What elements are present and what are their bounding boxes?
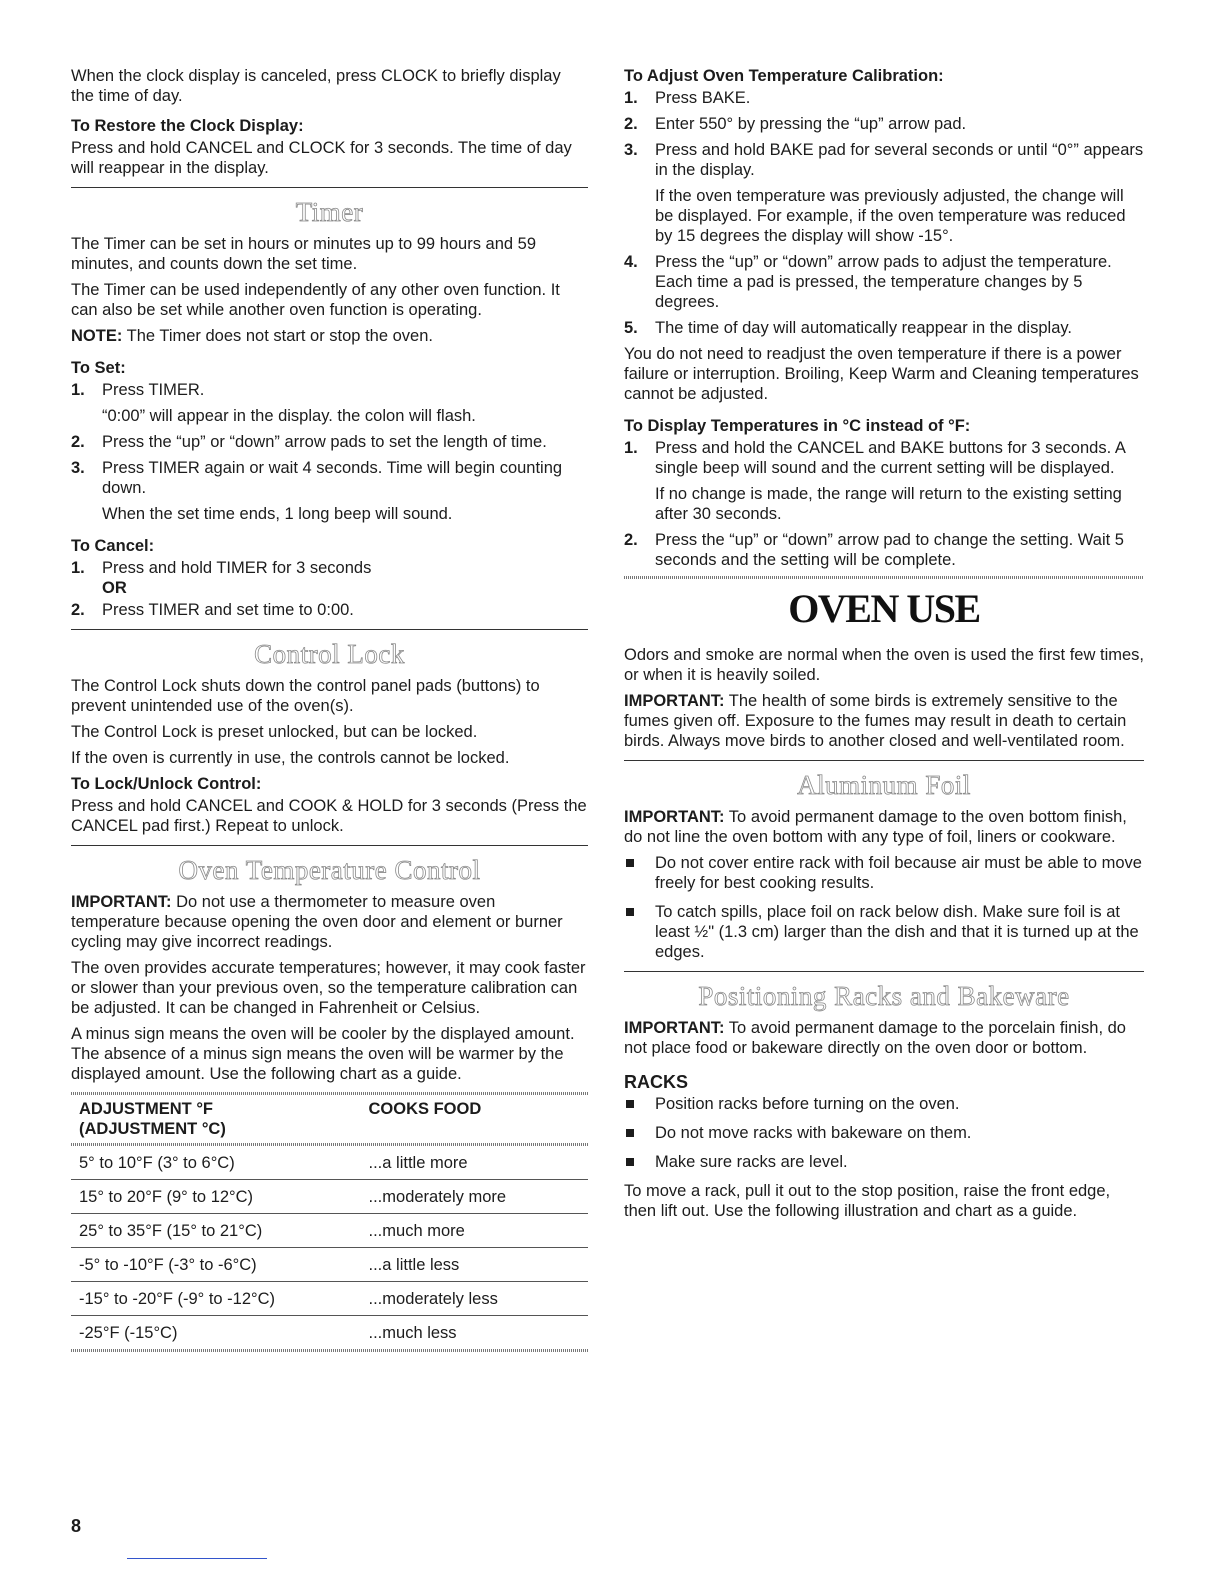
list-item (624, 1094, 1144, 1114)
control-lock-p3: If the oven is currently in use, the controls cannot be locked. (71, 749, 510, 767)
list-item (71, 432, 588, 452)
step-text: Press the “up” or “down” arrow pads to adjust the temperature. Each time a pad is pressed, the temperature changes by 5 degrees. (655, 253, 1112, 311)
timer-p2: The Timer can be used independently of any other oven function. It can also be set while another oven function is operating. (71, 281, 560, 319)
bullet-icon (626, 1129, 634, 1137)
bullet-icon (626, 908, 634, 916)
important-label: IMPORTANT: (624, 808, 725, 826)
adjustment-table (71, 1095, 588, 1349)
list-item (71, 458, 588, 524)
step-number: 1. (624, 439, 638, 457)
list-item (624, 902, 1144, 962)
col-adjustment-c: (ADJUSTMENT °C) (79, 1120, 226, 1138)
step-subtext: “0:00” will appear in the display. the colon will flash. (102, 407, 476, 425)
table-bottom-rule (71, 1349, 588, 1352)
step-number: 2. (624, 531, 638, 549)
foil-important (624, 807, 1144, 847)
bullet-icon (626, 1158, 634, 1166)
important-label: IMPORTANT: (624, 1019, 725, 1037)
table-row (71, 1282, 588, 1316)
oven-temp-p2: The oven provides accurate temperatures; however, it may cook faster or slower than your previous oven, so the temperature calibration can be adjusted. It can be changed in Fahrenheit or Celsius. (71, 959, 586, 1017)
step-number: 2. (624, 115, 638, 133)
restore-clock-heading: To Restore the Clock Display: (71, 117, 304, 135)
important-text: To avoid permanent damage to the oven bottom finish, do not line the oven bottom with any type of foil, liners or cookware. (624, 808, 1127, 846)
control-lock-p2: The Control Lock is preset unlocked, but can be locked. (71, 723, 478, 741)
list-item (624, 1152, 1144, 1172)
cell-cooks: ...a little less (361, 1248, 588, 1282)
racks-heading: RACKS (624, 1072, 689, 1092)
or-label: OR (102, 579, 127, 597)
step-number: 2. (71, 433, 85, 451)
table-row (71, 1248, 588, 1282)
control-lock-title: Control Lock (254, 639, 405, 669)
step-subtext: When the set time ends, 1 long beep will sound. (102, 505, 453, 523)
section-divider (624, 971, 1144, 972)
step-text: Enter 550° by pressing the “up” arrow pad. (655, 115, 967, 133)
step-text: Press and hold TIMER for 3 seconds (102, 559, 372, 577)
oven-temp-title: Oven Temperature Control (178, 855, 481, 885)
step-number: 3. (624, 141, 638, 159)
list-item (71, 558, 588, 598)
list-item (624, 88, 1144, 108)
calibration-steps (624, 88, 1144, 338)
step-subtext: If no change is made, the range will return to the existing setting after 30 seconds. (655, 485, 1122, 523)
list-item (624, 853, 1144, 893)
bullet-text: Position racks before turning on the oven. (655, 1095, 960, 1113)
important-text: Do not use a thermometer to measure oven temperature because opening the oven door and element or burner cycling may give incorrect readings. (71, 893, 563, 951)
list-item (624, 318, 1144, 338)
timer-cancel-heading: To Cancel: (71, 537, 155, 555)
step-number: 5. (624, 319, 638, 337)
cell-cooks: ...much more (361, 1214, 588, 1248)
step-text: Press TIMER and set time to 0:00. (102, 601, 354, 619)
cell-adjustment: -15° to -20°F (-9° to -12°C) (71, 1282, 361, 1316)
restore-clock-text: Press and hold CANCEL and CLOCK for 3 seconds. The time of day will reappear in the display. (71, 139, 572, 177)
control-lock-p1: The Control Lock shuts down the control panel pads (buttons) to prevent unintended use of the oven(s). (71, 677, 540, 715)
page-number: 8 (71, 1516, 82, 1536)
list-item (624, 252, 1144, 312)
step-number: 4. (624, 253, 638, 271)
oven-use-p1: Odors and smoke are normal when the oven is used the first few times, or when it is heavily soiled. (624, 646, 1144, 684)
step-number: 1. (71, 381, 85, 399)
racks-text: To move a rack, pull it out to the stop position, raise the front edge, then lift out. Use the following illustration and chart as a guide. (624, 1182, 1111, 1220)
step-number: 1. (624, 89, 638, 107)
section-divider (71, 187, 588, 188)
step-text: Press the “up” or “down” arrow pads to set the length of time. (102, 433, 547, 451)
step-text: The time of day will automatically reappear in the display. (655, 319, 1072, 337)
racks-title: Positioning Racks and Bakeware (698, 981, 1070, 1011)
oven-use-important (624, 691, 1144, 751)
important-text: The health of some birds is extremely sensitive to the fumes given off. Exposure to the fumes may result in death to certain birds. Always move birds to another closed and well-ventilated room. (624, 692, 1127, 750)
calibration-heading: To Adjust Oven Temperature Calibration: (624, 67, 944, 85)
cell-cooks: ...much less (368, 1324, 457, 1342)
cell-adjustment: -25°F (-15°C) (79, 1324, 178, 1342)
timer-note (71, 326, 588, 346)
col-adjustment-f: ADJUSTMENT °F (79, 1100, 214, 1118)
step-number: 3. (71, 459, 85, 477)
timer-cancel-steps (71, 558, 588, 620)
calibration-note: You do not need to readjust the oven temperature if there is a power failure or interruption. Broiling, Keep Warm and Cleaning temperatures cannot be adjusted. (624, 345, 1139, 403)
oven-use-title: OVEN USE (788, 586, 980, 631)
lock-unlock-heading: To Lock/Unlock Control: (71, 775, 262, 793)
table-row (71, 1214, 588, 1248)
list-item (624, 114, 1144, 134)
list-item (624, 1123, 1144, 1143)
list-item (71, 600, 588, 620)
step-subtext: If the oven temperature was previously adjusted, the change will be displayed. For example, if the oven temperature was reduced by 15 degrees the display will show -15°. (655, 187, 1126, 245)
step-text: Press TIMER. (102, 381, 205, 399)
table-row (71, 1146, 588, 1180)
list-item (624, 530, 1144, 570)
right-column (624, 66, 1144, 1227)
step-text: Press BAKE. (655, 89, 751, 107)
note-text: The Timer does not start or stop the oven. (122, 327, 433, 345)
step-text: Press and hold the CANCEL and BAKE buttons for 3 seconds. A single beep will sound and the current setting will be displayed. (655, 439, 1125, 477)
timer-title: Timer (295, 197, 364, 227)
celsius-steps (624, 438, 1144, 570)
step-number: 1. (71, 559, 85, 577)
celsius-heading: To Display Temperatures in °C instead of °F: (624, 417, 971, 435)
important-label: IMPORTANT: (71, 893, 172, 911)
bullet-icon (626, 859, 634, 867)
racks-bullets (624, 1094, 1144, 1172)
cell-adjustment: 25° to 35°F (15° to 21°C) (71, 1214, 361, 1248)
footer-line (127, 1558, 267, 1559)
bullet-text: Do not cover entire rack with foil because air must be able to move freely for best cooking results. (655, 854, 1142, 892)
important-text: To avoid permanent damage to the porcelain finish, do not place food or bakeware directly on the oven door or bottom. (624, 1019, 1126, 1057)
oven-temp-p3: A minus sign means the oven will be cooler by the displayed amount. The absence of a minus sign means the oven will be warmer by the displayed amount. Use the following chart as a guide. (71, 1025, 575, 1083)
note-label: NOTE: (71, 327, 123, 345)
col-cooks-header: COOKS FOOD (368, 1100, 482, 1118)
timer-set-steps (71, 380, 588, 524)
timer-set-heading: To Set: (71, 359, 126, 377)
cell-adjustment: 5° to 10°F (3° to 6°C) (71, 1146, 361, 1180)
oven-temp-important (71, 892, 588, 952)
cell-adjustment: -5° to -10°F (-3° to -6°C) (71, 1248, 361, 1282)
section-divider (624, 760, 1144, 761)
cell-cooks: ...moderately more (361, 1180, 588, 1214)
section-divider (624, 576, 1144, 579)
step-text: Press and hold BAKE pad for several seconds or until “0°” appears in the display. (655, 141, 1144, 179)
section-divider (71, 629, 588, 630)
section-divider (71, 845, 588, 846)
table-row (71, 1316, 588, 1350)
bullet-text: To catch spills, place foil on rack below dish. Make sure foil is at least ½" (1.3 cm) larger than the dish and that it is turned up at the edges. (655, 903, 1139, 961)
timer-p1: The Timer can be set in hours or minutes up to 99 hours and 59 minutes, and counts down the set time. (71, 235, 537, 273)
cell-cooks: ...moderately less (361, 1282, 588, 1316)
foil-bullets (624, 853, 1144, 962)
cell-cooks: ...a little more (361, 1146, 588, 1180)
table-row (71, 1180, 588, 1214)
lock-unlock-text: Press and hold CANCEL and COOK & HOLD for 3 seconds (Press the CANCEL pad first.) Repeat to unlock. (71, 797, 587, 835)
bullet-text: Make sure racks are level. (655, 1153, 848, 1171)
foil-title: Aluminum Foil (797, 770, 971, 800)
step-number: 2. (71, 601, 85, 619)
table-header-row (71, 1095, 588, 1143)
col-adjustment-header (71, 1095, 361, 1143)
bullet-text: Do not move racks with bakeware on them. (655, 1124, 972, 1142)
list-item (624, 438, 1144, 524)
step-text: Press TIMER again or wait 4 seconds. Time will begin counting down. (102, 459, 563, 497)
racks-important (624, 1018, 1144, 1058)
step-text: Press the “up” or “down” arrow pad to change the setting. Wait 5 seconds and the setting will be complete. (655, 531, 1124, 569)
list-item (624, 140, 1144, 246)
cell-adjustment: 15° to 20°F (9° to 12°C) (71, 1180, 361, 1214)
list-item (71, 380, 588, 426)
important-label: IMPORTANT: (624, 692, 725, 710)
left-column (71, 66, 588, 1352)
bullet-icon (626, 1100, 634, 1108)
clock-intro: When the clock display is canceled, press CLOCK to briefly display the time of day. (71, 67, 561, 105)
